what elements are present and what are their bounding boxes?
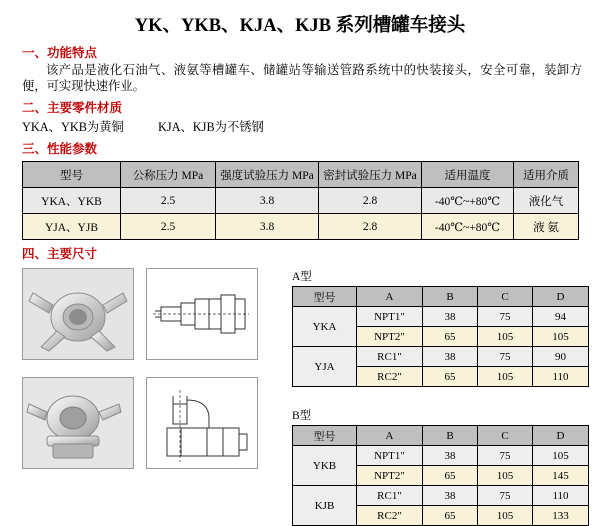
- perf-r1-c1: 2.5: [121, 214, 216, 240]
- dimA-model-1: YJA: [293, 347, 357, 387]
- table-row: [293, 347, 589, 367]
- product-photo-a: [22, 268, 134, 360]
- diagram-b-graphic: [147, 378, 257, 468]
- photo-b-graphic: [23, 378, 133, 468]
- table-row: [293, 446, 589, 466]
- dimB-col-4: D: [533, 426, 589, 446]
- perf-col-5: 适用介质: [514, 162, 579, 188]
- dimA-r3-c3: 105: [478, 367, 533, 387]
- dimA-r0-c1: NPT1": [357, 307, 423, 327]
- perf-r1-c3: 2.8: [319, 214, 422, 240]
- perf-r0-c3: 2.8: [319, 188, 422, 214]
- page-title: YK、YKB、KJA、KJB 系列槽罐车接头: [134, 16, 466, 36]
- image-row-b: [22, 377, 258, 469]
- dimA-r2-c4: 90: [533, 347, 589, 367]
- dimB-model-1: KJB: [293, 486, 357, 526]
- dimB-r3-c1: RC2": [357, 506, 423, 526]
- perf-r0-c2: 3.8: [216, 188, 319, 214]
- dimB-r1-c3: 105: [478, 466, 533, 486]
- dimA-r1-c4: 105: [533, 327, 589, 347]
- dimA-r1-c2: 65: [423, 327, 478, 347]
- section-heading-features: 一、功能特点: [22, 46, 98, 60]
- dimA-col-1: A: [357, 287, 423, 307]
- perf-r1-c0: YJA、YJB: [23, 214, 121, 240]
- dimA-col-4: D: [533, 287, 589, 307]
- table-row: [293, 486, 589, 506]
- dimB-r0-c3: 75: [478, 446, 533, 466]
- dimB-r3-c3: 105: [478, 506, 533, 526]
- image-column: [22, 268, 258, 469]
- photo-a-graphic: [23, 269, 133, 359]
- section-heading-material: 二、主要零件材质: [22, 101, 123, 115]
- table-row: [293, 307, 589, 327]
- dimB-model-0: YKB: [293, 446, 357, 486]
- dimA-r3-c4: 110: [533, 367, 589, 387]
- dimension-table-b: [292, 425, 589, 526]
- dimA-r1-c3: 105: [478, 327, 533, 347]
- dimB-col-0: 型号: [293, 426, 357, 446]
- dimB-r1-c4: 145: [533, 466, 589, 486]
- dimB-r2-c1: RC1": [357, 486, 423, 506]
- perf-r1-c2: 3.8: [216, 214, 319, 240]
- dimA-r3-c1: RC2": [357, 367, 423, 387]
- dimA-r1-c1: NPT2": [357, 327, 423, 347]
- table-row: [23, 188, 579, 214]
- perf-col-2: 强度试验压力 MPa: [216, 162, 319, 188]
- performance-table: [22, 161, 579, 240]
- dimA-r3-c2: 65: [423, 367, 478, 387]
- product-diagram-b: [146, 377, 258, 469]
- perf-r0-c4: -40℃~+80℃: [422, 188, 514, 214]
- perf-col-3: 密封试验压力 MPa: [319, 162, 422, 188]
- diagram-a-graphic: [147, 269, 257, 359]
- section-heading-performance: 三、性能参数: [22, 142, 98, 156]
- table-header-row: [293, 426, 589, 446]
- table-row: [23, 214, 579, 240]
- dimB-col-2: B: [423, 426, 478, 446]
- perf-col-1: 公称压力 MPa: [121, 162, 216, 188]
- perf-r1-c4: -40℃~+80℃: [422, 214, 514, 240]
- type-label-b: B型: [292, 410, 312, 422]
- dimA-r0-c2: 38: [423, 307, 478, 327]
- dimA-r0-c3: 75: [478, 307, 533, 327]
- dimA-col-3: C: [478, 287, 533, 307]
- dimA-r2-c1: RC1": [357, 347, 423, 367]
- dimA-r0-c4: 94: [533, 307, 589, 327]
- material-left: YKA、YKB为黄铜: [22, 120, 124, 134]
- dimB-r3-c4: 133: [533, 506, 589, 526]
- features-text: 该产品是液化石油气、液氨等槽罐车、储罐站等输送管路系统中的快装接头，安全可靠，装卸方便，可实现快速作业。: [22, 63, 582, 93]
- material-line: [22, 117, 600, 135]
- section-heading-dimensions: 四、主要尺寸: [22, 247, 98, 261]
- perf-r1-c5: 液 氨: [514, 214, 579, 240]
- dimA-r2-c3: 75: [478, 347, 533, 367]
- image-row-a: [22, 268, 258, 360]
- type-label-a: A型: [292, 271, 312, 283]
- dimA-r2-c2: 38: [423, 347, 478, 367]
- dimA-col-2: B: [423, 287, 478, 307]
- dimA-col-0: 型号: [293, 287, 357, 307]
- dimB-r0-c4: 105: [533, 446, 589, 466]
- dimB-r0-c2: 38: [423, 446, 478, 466]
- dimB-r3-c2: 65: [423, 506, 478, 526]
- dimension-tables: [292, 268, 592, 526]
- perf-r0-c0: YKA、YKB: [23, 188, 121, 214]
- dimB-col-3: C: [478, 426, 533, 446]
- product-diagram-a: [146, 268, 258, 360]
- dimB-r0-c1: NPT1": [357, 446, 423, 466]
- product-photo-b: [22, 377, 134, 469]
- perf-r0-c5: 液化气: [514, 188, 579, 214]
- dimension-table-a: [292, 286, 589, 387]
- dimB-r2-c4: 110: [533, 486, 589, 506]
- dimB-r2-c2: 38: [423, 486, 478, 506]
- dimension-block-b: [292, 407, 592, 526]
- table-header-row: [23, 162, 579, 188]
- dimB-r1-c2: 65: [423, 466, 478, 486]
- dimA-model-0: YKA: [293, 307, 357, 347]
- dimB-col-1: A: [357, 426, 423, 446]
- dimB-r1-c1: NPT2": [357, 466, 423, 486]
- material-right: KJA、KJB为不锈钢: [157, 120, 264, 134]
- table-header-row: [293, 287, 589, 307]
- dimB-r2-c3: 75: [478, 486, 533, 506]
- perf-col-4: 适用温度: [422, 162, 514, 188]
- perf-col-0: 型号: [23, 162, 121, 188]
- perf-r0-c1: 2.5: [121, 188, 216, 214]
